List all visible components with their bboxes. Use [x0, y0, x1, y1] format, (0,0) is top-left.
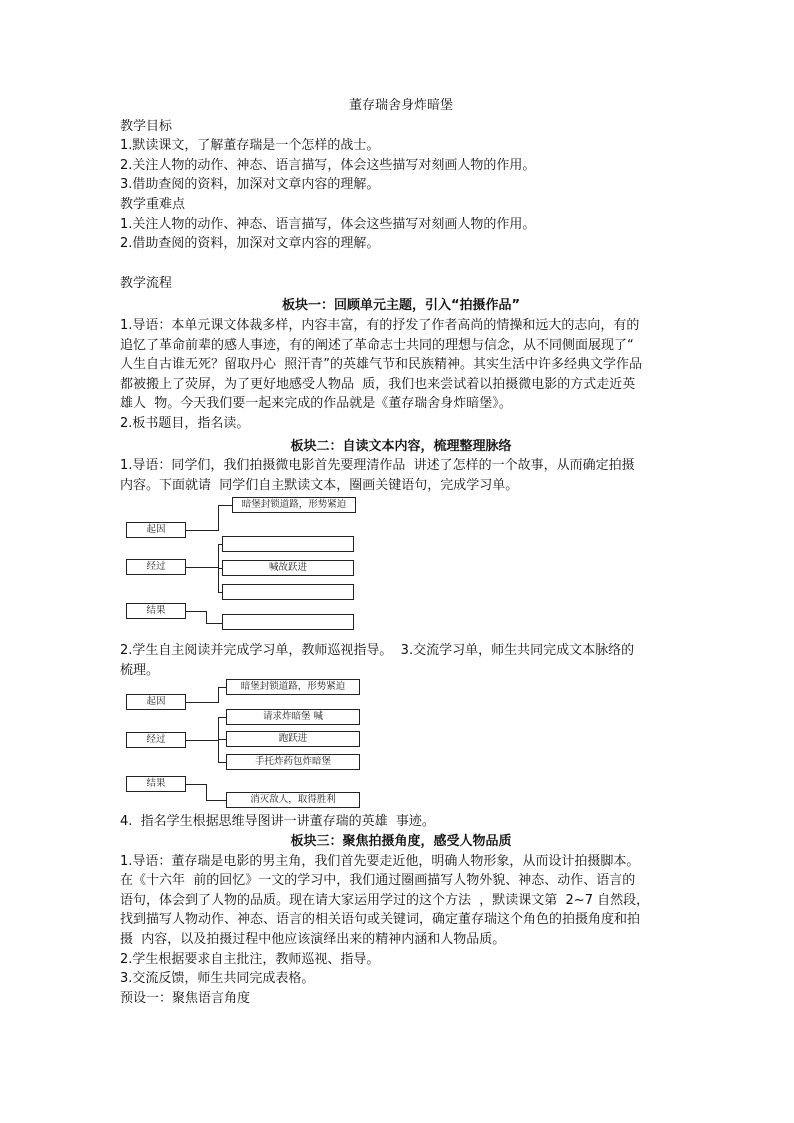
connector: [218, 717, 226, 718]
paragraph-line: 4. 指名学生根据思维导图讲一讲董存瑞的英雄 事迹。: [120, 814, 435, 830]
block3-heading: 板块三：聚焦拍摄角度，感受人物品质: [290, 834, 512, 850]
mind-map-branch-empty: [222, 584, 354, 600]
mind-map-node-start: 起因: [126, 694, 186, 710]
paragraph-line: 雄人 物。今天我们要一起来完成的作品就是《董存瑞舍身炸暗堡》。: [120, 396, 512, 412]
paragraph-line: 1.导语：同学们，我们拍摄微电影首先要理清作品 讲述了怎样的一个故事，从而确定拍摄: [120, 458, 635, 474]
mind-map-node-start: 起因: [126, 522, 186, 538]
connector: [186, 702, 218, 703]
paragraph-line: 语句，体会到了人物的品质。现在请大家运用学过的这个方法 ，默读课文第 2~7 自然段，: [120, 892, 650, 908]
goals-heading: 教学目标: [120, 118, 173, 134]
key-points-heading: 教学重难点: [120, 196, 186, 212]
paragraph-line: 1.导语：本单元课文体裁多样，内容丰富，有的抒发了作者高尚的情操和远大的志向，有的: [120, 317, 640, 333]
connector: [218, 687, 226, 688]
connector: [218, 762, 226, 763]
block2-heading: 板块二：自读文本内容，梳理整理脉络: [290, 438, 512, 454]
page-title: 董存瑞舍身炸暗堡: [348, 98, 453, 113]
paragraph-line: 1.导语：董存瑞是电影的男主角，我们首先要走近他，明确人物形象，从而设计拍摄脚本。: [120, 853, 640, 869]
paragraph-line: 梳理。: [120, 662, 160, 678]
connector: [206, 784, 207, 800]
document-body: [120, 96, 682, 1008]
paragraph-line: 3.交流反馈，师生共同完成表格。: [120, 971, 315, 987]
key-point-item: 2.借助查阅的资料，加深对文章内容的理解。: [120, 236, 380, 252]
mind-map-node-process: 经过: [126, 559, 186, 575]
connector: [186, 740, 218, 741]
connector: [218, 687, 219, 703]
connector: [206, 611, 207, 623]
block1-heading: 板块一：回顾单元主题，引入“拍摄作品”: [281, 298, 521, 314]
mind-map-branch-process-3: 手托炸药包炸暗堡: [226, 754, 360, 770]
goal-item: 2.关注人物的动作、神态、语言描写，体会这些描写对刻画人物的作用。: [120, 157, 536, 173]
paragraph-line: 都被搬上了荧屏，为了更好地感受人物品 质，我们也来尝试着以拍摄微电影的方式走近英: [120, 376, 636, 392]
mind-map-node-result: 结果: [126, 603, 186, 619]
connector: [218, 739, 226, 740]
mind-map-branch-cause: 暗堡封锁道路，形势紧迫: [226, 679, 360, 695]
goal-item: 1.默读课文，了解董存瑞是一个怎样的战士。: [120, 138, 380, 154]
paragraph-line: 预设一：聚焦语言角度: [120, 990, 251, 1006]
mind-map-node-result: 结果: [126, 776, 186, 792]
key-point-item: 1.关注人物的动作、神态、语言描写，体会这些描写对刻画人物的作用。: [120, 216, 536, 232]
mind-map-branch-process-1: 请求炸暗堡 喊: [226, 709, 360, 725]
paragraph-line: 找到描写人物动作、神态、语言的相关语句或关键词，确定董存瑞这个角色的拍摄角度和拍: [120, 912, 641, 928]
paragraph-line: 2.学生自主阅读并完成学习单，教师巡视指导。 3.交流学习单，师生共同完成文本脉络的: [120, 643, 635, 659]
connector: [186, 530, 218, 531]
mind-map-branch-cause: 暗堡封锁道路，形势紧迫: [232, 497, 356, 513]
connector: [186, 784, 206, 785]
paragraph-line: 追忆了革命前辈的感人事迹，有的阐述了革命志士共同的理想与信念，从不同侧面展现了“: [120, 337, 634, 353]
connector: [206, 623, 222, 624]
connector: [218, 505, 232, 506]
connector: [186, 611, 206, 612]
mind-map-node-process: 经过: [126, 732, 186, 748]
paragraph-line: 2.板书题目，指名读。: [120, 415, 250, 431]
goal-item: 3.借助查阅的资料，加深对文章内容的理解。: [120, 177, 380, 193]
mind-map-branch-process-2: 喊故跃进: [222, 560, 354, 576]
spacer: [120, 254, 682, 274]
paragraph-line: 2.学生根据要求自主批注，教师巡视、指导。: [120, 951, 380, 967]
connector: [206, 800, 226, 801]
paragraph-line: 在《十六年 前的回忆》一文的学习中，我们通过圈画描写人物外貌、神态、动作、语言的: [120, 873, 636, 889]
paragraph-line: 人生自古谁无死？留取丹心 照汗青”的英雄气节和民族精神。其实生活中许多经典文学作品: [120, 357, 643, 373]
connector: [218, 505, 219, 531]
mind-map-branch-empty: [222, 536, 354, 552]
paragraph-line: 摄 内容，以及拍摄过程中他应该演绎出来的精神内涵和人物品质。: [120, 932, 506, 948]
mind-map-blank: [120, 497, 682, 637]
paragraph-line: 内容。下面就请 同学们自主默读文本，圈画关键语句，完成学习单。: [120, 477, 519, 493]
mind-map-completed: [120, 681, 682, 808]
mind-map-branch-result: 消灭敌人，取得胜利: [226, 792, 360, 808]
mind-map-branch-process-2: 跑跃进: [226, 731, 360, 747]
mind-map-branch-empty: [222, 614, 354, 630]
flow-heading: 教学流程: [120, 275, 173, 291]
connector: [186, 567, 218, 568]
